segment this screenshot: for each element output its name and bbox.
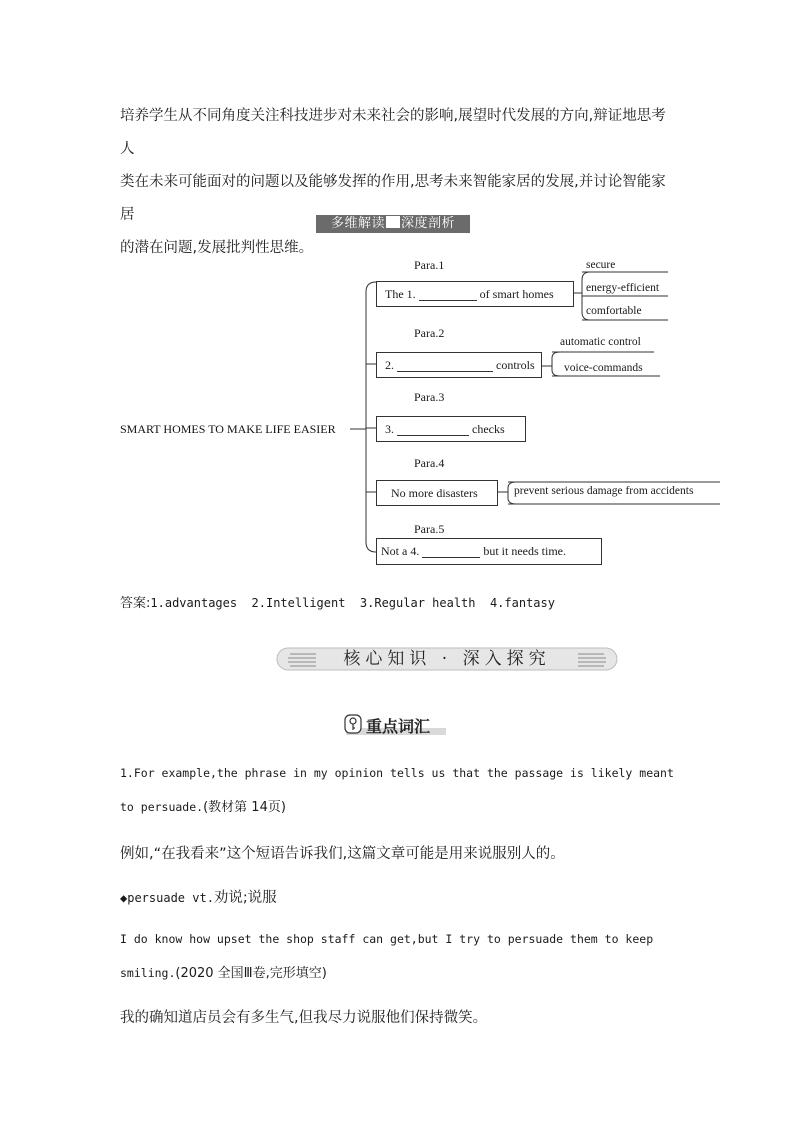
para-label-2: Para.2 [414,326,445,340]
blank-3[interactable] [397,423,469,436]
branch-box-5: Not a 4. but it needs time. [376,538,602,565]
translation-2: 我的确知道店员会有多生气,但我尽力说服他们保持微笑。 [120,1010,488,1026]
branch-box-1: The 1. of smart homes [376,281,574,307]
example-2-line-1: I do know how upset the shop staff can get,but I try to persuade them to keep [120,932,654,946]
blank-1[interactable] [419,288,477,301]
example-1-line-2: to persuade.(教材第 14页) [120,800,286,815]
answer-label: 答案: [120,596,151,611]
entry-word: ◆persuade vt. [120,891,214,905]
banner-left: 多维解读 [330,216,385,231]
vocab-heading [344,712,448,738]
branch-box-3: 3. checks [376,416,526,442]
entry-definition: 劝说;说服 [213,890,277,906]
example-2-line-2: smiling.(2020 全国Ⅲ卷,完形填空) [120,966,327,981]
para-label-3: Para.3 [414,390,445,404]
vocab-title: 重点词汇 [366,717,431,736]
intro-line-2: 类在未来可能面对的问题以及能够发挥的作用,思考未来智能家居的发展,并讨论智能家居 [120,174,666,223]
section-heading [276,646,618,672]
blank-4[interactable] [422,545,480,558]
key-icon [344,714,362,734]
para-label-1: Para.1 [414,258,445,272]
mindmap-root: SMART HOMES TO MAKE LIFE EASIER [120,422,336,436]
answer-text: 1.advantages 2.Intelligent 3.Regular health 4.fantasy [150,596,555,610]
branch-box-2: 2. controls [376,352,542,378]
leaf-prevent-damage: prevent serious damage from accidents [514,485,694,497]
para-label-5: Para.5 [414,522,445,536]
para-label-4: Para.4 [414,456,445,470]
leaf-secure: secure [586,259,616,271]
leaf-energy-efficient: energy-efficient [586,282,660,294]
section-title: 核心知识 · 深入探究 [343,649,551,669]
blank-2[interactable] [397,359,493,372]
answer-line [120,592,555,611]
leaf-voice-commands: voice-commands [564,362,643,374]
banner-right: 深度剖析 [401,216,456,231]
vocab-entry [120,886,680,907]
leaf-automatic-control: automatic control [560,336,641,348]
branch-box-4: No more disasters [376,480,498,506]
intro-line-1: 培养学生从不同角度关注科技进步对未来社会的影响,展望时代发展的方向,辩证地思考人 [120,108,666,157]
example-1-line-1: 1.For example,the phrase in my opinion tells us that the passage is likely meant [120,766,674,780]
translation-1: 例如,“在我看来”这个短语告诉我们,这篇文章可能是用来说服别人的。 [120,846,565,862]
leaf-comfortable: comfortable [586,305,642,317]
intro-line-3: 的潜在问题,发展批判性思维。 [120,240,314,256]
